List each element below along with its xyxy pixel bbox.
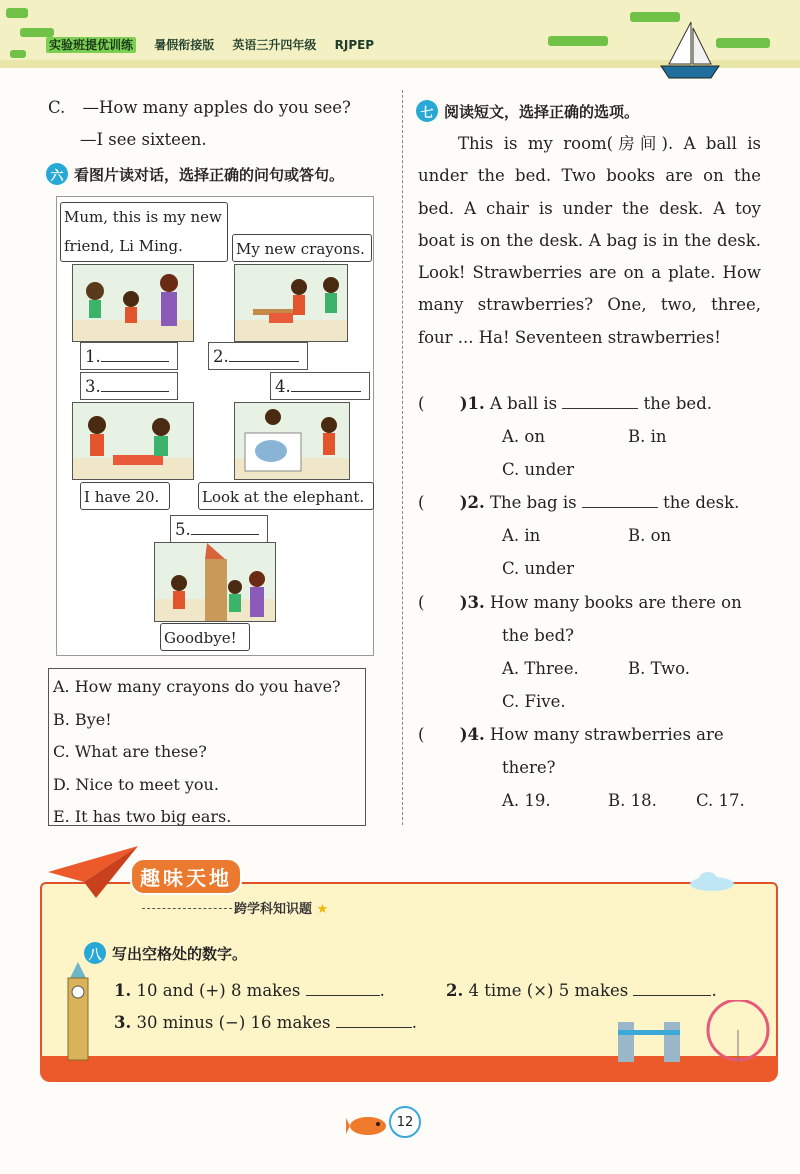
q2-number: )2.	[459, 493, 485, 512]
math-item-3	[114, 1007, 417, 1039]
math-3-end: .	[411, 1013, 418, 1032]
q3-option-a: A. Three.	[502, 659, 579, 678]
cloud-icon	[688, 870, 738, 892]
q1-option-b: B. in	[628, 427, 667, 446]
question-3	[418, 587, 742, 619]
bubble-1-line1: Mum, this is my new	[64, 208, 222, 226]
option-b: B. Bye!	[53, 709, 112, 729]
blank-4-number: 4.	[275, 377, 291, 396]
answer-blank-1[interactable]	[80, 342, 178, 370]
section7-heading	[416, 100, 639, 122]
bubble-1-line2: friend, Li Ming.	[64, 237, 183, 255]
paren-open: (	[418, 493, 425, 512]
answer-blank-2[interactable]	[208, 342, 308, 370]
option-a: A. How many crayons do you have?	[53, 677, 341, 696]
q1-text-b: the bed.	[643, 394, 712, 413]
section6-title: 看图片读对话，选择正确的问句或答句。	[74, 165, 345, 184]
star-icon: ★	[316, 902, 329, 917]
speech-bubble-1	[60, 202, 228, 262]
carryover-c-line1	[48, 92, 351, 124]
reading-passage: This is my room(房间). A ball is under the bed. Two books are on the bed. A chair is under the desk. A toy boat is on the desk. A bag is in the desk. Look! Strawberries are on a plate. How many strawberries? One, two, three, four ... Ha! Seventeen strawberries!	[418, 134, 761, 347]
header-decoration	[548, 36, 608, 46]
q2-option-c: C. under	[502, 559, 574, 578]
header-publisher: RJPEP	[334, 38, 375, 52]
math-2-number: 2.	[446, 981, 464, 1000]
scene-3-picture	[72, 402, 194, 480]
q2-text-a: The bag is	[489, 493, 577, 512]
fun-corner-subtitle-text: 跨学科知识题	[234, 902, 313, 917]
math-3-blank[interactable]	[336, 1027, 412, 1028]
q4-option-a: A. 19.	[502, 791, 551, 810]
section7-title: 阅读短文，选择正确的选项。	[444, 102, 640, 121]
paper-plane-icon	[44, 842, 140, 902]
paren-open: (	[418, 725, 425, 744]
q3-number: )3.	[459, 593, 485, 612]
speech-bubble-5: Goodbye!	[160, 623, 250, 651]
q4-option-c: C. 17.	[696, 791, 745, 810]
answer-blank-4[interactable]	[270, 372, 370, 400]
q4-option-b: B. 18.	[608, 791, 657, 810]
fun-corner-subtitle	[234, 898, 328, 917]
section6-heading	[46, 163, 344, 185]
option-d: D. Nice to meet you.	[53, 774, 219, 794]
blank-3-number: 3.	[85, 377, 101, 396]
header-edition: 暑假衔接版	[154, 38, 215, 52]
carryover-c-line2: —I see sixteen.	[80, 130, 207, 149]
q1-number: )1.	[459, 394, 485, 413]
section8-title: 写出空格处的数字。	[112, 944, 248, 963]
fun-corner-title: 趣味天地	[130, 858, 242, 895]
q1-option-c: C. under	[502, 460, 574, 479]
q2-text-b: the desk.	[663, 493, 740, 512]
math-2-blank[interactable]	[633, 995, 711, 996]
q1-option-a: A. on	[502, 427, 545, 446]
speech-bubble-2: My new crayons.	[232, 234, 372, 262]
math-1-number: 1.	[114, 981, 132, 1000]
scene-4-picture	[234, 402, 350, 480]
subtitle-line	[142, 908, 232, 909]
page-number: 12	[389, 1106, 421, 1138]
tower-bridge-icon	[610, 1000, 780, 1064]
section7-badge: 七	[416, 100, 438, 122]
header-text	[46, 36, 388, 53]
q2-blank[interactable]	[582, 507, 658, 508]
sailboat-icon	[655, 18, 725, 82]
section6-badge: 六	[46, 163, 68, 185]
math-2-end: .	[711, 981, 717, 1000]
speech-bubble-4: Look at the elephant.	[198, 482, 374, 510]
header-decoration	[6, 8, 28, 18]
q1-blank[interactable]	[562, 408, 638, 409]
math-3-text: 30 minus (−) 16 makes	[136, 1013, 331, 1032]
q1-text-a: A ball is	[489, 394, 558, 413]
q4-number: )4.	[459, 725, 485, 744]
blank-1-number: 1.	[85, 347, 101, 366]
question-1	[418, 388, 712, 420]
scene-5-picture	[154, 542, 276, 622]
answer-blank-3[interactable]	[80, 372, 178, 400]
q2-option-a: A. in	[502, 526, 541, 545]
blank-2-number: 2.	[213, 347, 229, 366]
header-series: 实验班提优训练	[46, 37, 136, 53]
q3-option-c: C. Five.	[502, 692, 566, 711]
answer-blank-5[interactable]	[170, 515, 268, 543]
q4-text-a: How many strawberries are	[489, 725, 724, 744]
section8-badge: 八	[84, 942, 106, 964]
scene-2-picture	[234, 264, 348, 342]
carryover-c-label: C.	[48, 98, 66, 117]
column-divider	[402, 90, 403, 825]
math-item-1	[114, 975, 385, 1007]
speech-bubble-3: I have 20.	[80, 482, 170, 510]
question-4	[418, 719, 724, 751]
blank-5-number: 5.	[175, 520, 191, 539]
clock-tower-icon	[60, 962, 96, 1062]
options-box	[48, 668, 366, 826]
math-2-text: 4 time (×) 5 makes	[468, 981, 629, 1000]
math-1-blank[interactable]	[306, 995, 380, 996]
header-subject: 英语三升四年级	[232, 38, 317, 52]
math-3-number: 3.	[114, 1013, 132, 1032]
paren-open: (	[418, 394, 425, 413]
q2-option-b: B. on	[628, 526, 672, 545]
paren-open: (	[418, 593, 425, 612]
question-2	[418, 487, 739, 519]
q3-option-b: B. Two.	[628, 659, 691, 678]
q3-text-b: the bed?	[502, 626, 575, 645]
math-1-text: 10 and (+) 8 makes	[136, 981, 301, 1000]
option-e: E. It has two big ears.	[53, 807, 232, 827]
q4-text-b: there?	[502, 758, 556, 777]
section8-heading	[84, 942, 247, 964]
header-decoration	[10, 50, 26, 58]
fish-icon	[346, 1108, 390, 1138]
carryover-c-text1: —How many apples do you see?	[82, 98, 351, 117]
math-1-end: .	[379, 981, 385, 1000]
q3-text-a: How many books are there on	[489, 593, 742, 612]
scene-1-picture	[72, 264, 194, 342]
option-c: C. What are these?	[53, 742, 207, 762]
